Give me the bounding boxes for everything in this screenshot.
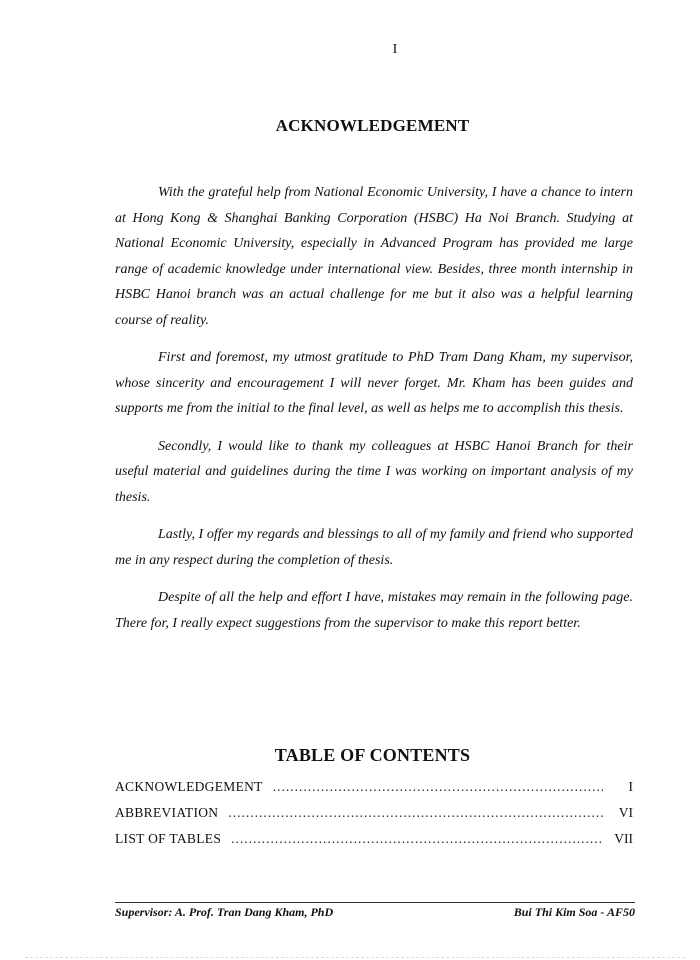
- footer-supervisor: Supervisor: A. Prof. Tran Dang Kham, PhD: [115, 905, 334, 919]
- toc-entry[interactable]: [115, 805, 633, 831]
- footer-divider: [115, 902, 635, 903]
- toc-entry-label: LIST OF TABLES: [115, 831, 222, 846]
- footer-author: Bui Thi Kim Soa - AF50: [513, 905, 635, 919]
- toc-entry-page: I: [628, 779, 633, 794]
- acknowledgement-paragraph: Secondly, I would like to thank my colleagues at HSBC Hanoi Branch for their useful material and guidelines during the time I was working on important analysis of my thesis.: [115, 438, 633, 505]
- toc-entry[interactable]: [115, 779, 633, 805]
- page-number: I: [392, 42, 398, 57]
- table-of-contents: [115, 779, 633, 857]
- acknowledgement-heading: ACKNOWLEDGEMENT: [275, 116, 470, 135]
- acknowledgement-paragraph: Lastly, I offer my regards and blessings to all of my family and friend who supported me in any respect during the completion of thesis.: [115, 527, 633, 568]
- toc-entry-label: ABBREVIATION: [115, 805, 219, 820]
- acknowledgement-body: [115, 180, 633, 648]
- acknowledgement-paragraph: With the grateful help from National Economic University, I have a chance to intern at Hong Kong & Shanghai Banking Corporation (HSBC) Ha Noi Branch. Studying at National Economic University, especially in Advanced Program has provided me large range of academic knowledge under international view. Besides, three month internship in HSBC Hanoi branch was an actual challenge for me but it also was a helpful learning course of reality.: [115, 185, 633, 328]
- toc-entry-page: VI: [618, 805, 633, 820]
- toc-leader-dots: [231, 831, 603, 847]
- toc-entry-page: VII: [614, 831, 633, 846]
- toc-entry[interactable]: [115, 831, 633, 857]
- page-bottom-edge: [25, 957, 685, 958]
- acknowledgement-paragraph: First and foremost, my utmost gratitude to PhD Tram Dang Kham, my supervisor, whose sincerity and encouragement I will never forget. Mr. Kham has been guides and supports me from the initial to the final level, as well as helps me to accomplish this thesis.: [115, 350, 633, 416]
- page-footer: [115, 905, 635, 920]
- acknowledgement-paragraph: Despite of all the help and effort I have, mistakes may remain in the following page. There for, I really expect suggestions from the supervisor to make this report better.: [115, 590, 633, 631]
- toc-entry-label: ACKNOWLEDGEMENT: [115, 779, 263, 794]
- toc-leader-dots: [273, 779, 603, 795]
- toc-leader-dots: [228, 805, 603, 821]
- toc-heading: TABLE OF CONTENTS: [274, 745, 471, 765]
